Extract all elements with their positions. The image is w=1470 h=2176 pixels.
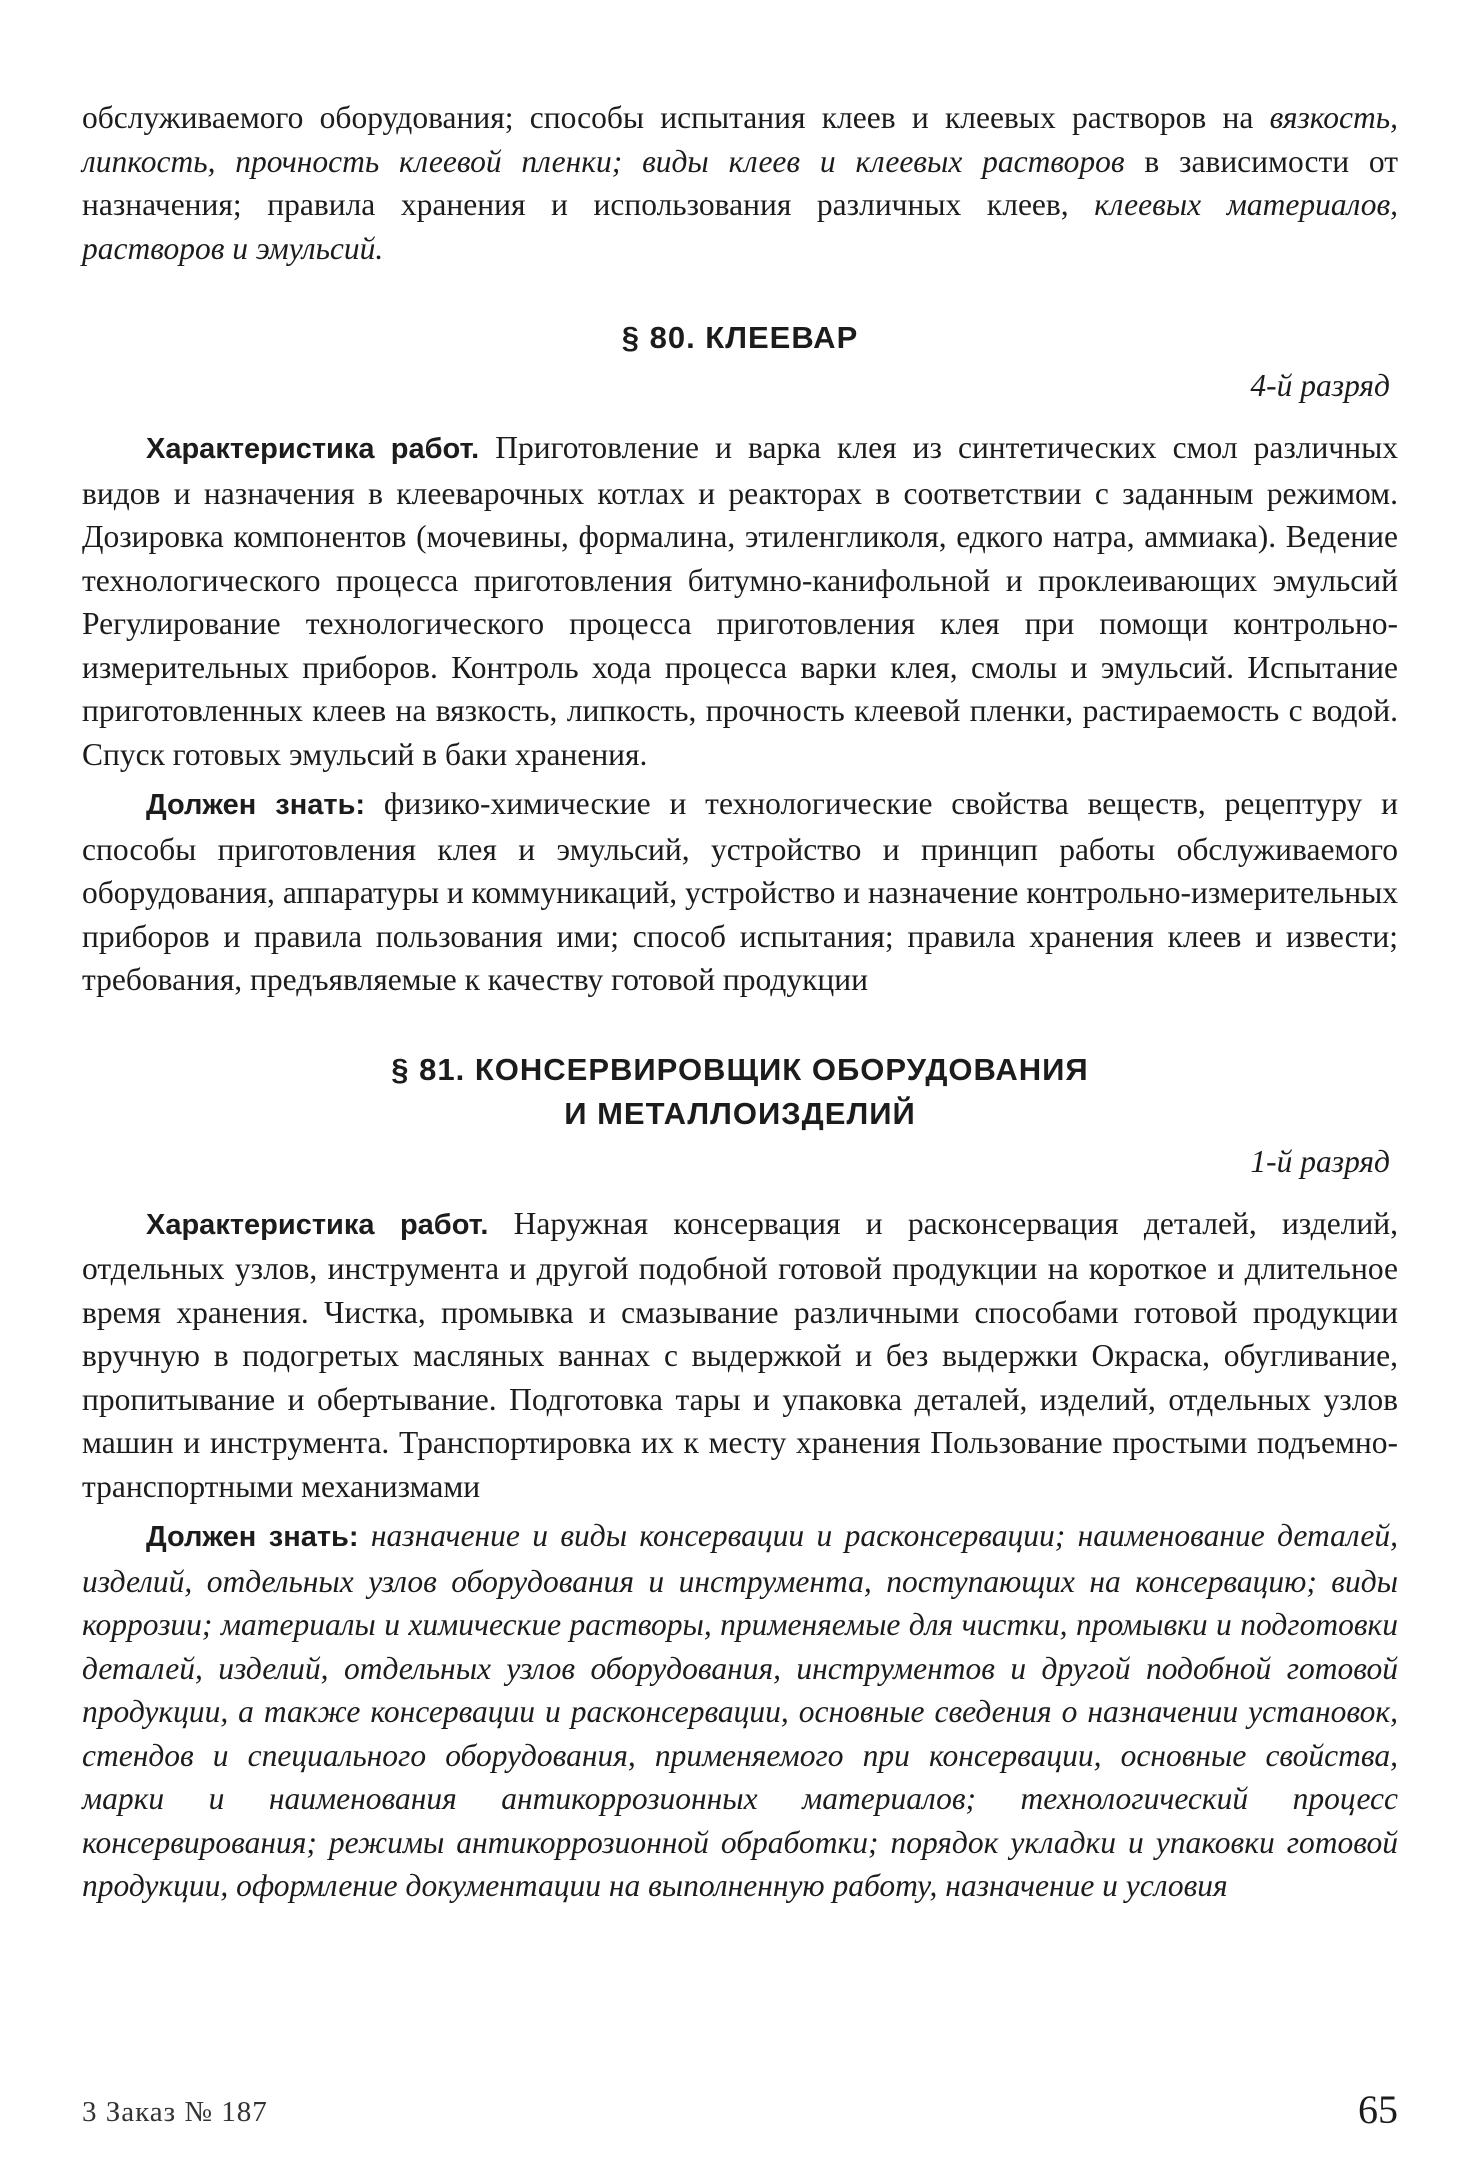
section-81-know-label: Должен знать:	[146, 1521, 359, 1553]
continuation-paragraph	[82, 96, 1398, 270]
continuation-text-2: вязкость, липкость, прочность клеевой пленки; виды клеев и клеевых растворов	[82, 100, 1398, 179]
section-81-work-paragraph	[82, 1202, 1398, 1509]
section-81-title-line-2: И МЕТАЛЛОИЗДЕЛИЙ	[564, 1095, 916, 1131]
section-80-know-label: Должен знать:	[146, 789, 366, 821]
section-81-title-line-1: § 81. КОНСЕРВИРОВЩИК ОБОРУДОВАНИЯ	[391, 1051, 1089, 1087]
section-81	[82, 1048, 1398, 1908]
page-footer	[82, 2086, 1398, 2136]
print-order-mark: 3 Заказ № 187	[82, 2096, 268, 2128]
section-80-work-label: Характеристика работ.	[146, 433, 480, 465]
continuation-text-1: обслуживаемого оборудования; способы испытания клеев и клеевых растворов на	[82, 100, 1270, 135]
section-81-work-text: Наружная консервация и расконсервация деталей, изделий, отдельных узлов, инструмента и другой подобной готовой продукции на короткое и длительное время хранения. Чистка, промывка и смазывание различными способами готовой продукции вручную в подогретых масляных ваннах с выдержкой и без выдержки Окраска, обугливание, пропитывание и обертывание. Подготовка тары и упаковка деталей, изделий, отдельных узлов машин и инструмента. Транспортировка их к месту хранения Пользование простыми подъемно-транспортными механизмами	[82, 1205, 1398, 1504]
section-81-work-label: Характеристика работ.	[146, 1208, 489, 1241]
page-number: 65	[1358, 2087, 1398, 2132]
section-80-grade: 4-й разряд	[1250, 368, 1390, 403]
page-content	[82, 96, 1398, 1908]
section-81-title	[82, 1048, 1398, 1136]
section-81-know-text: назначение и виды консервации и расконсервации; наименование деталей, изделий, отдельных узлов оборудования и инструмента, поступающих на консервацию; виды коррозии; материалы и химические растворы, применяемые для чистки, промывки и подготовки деталей, изделий, отдельных узлов оборудования, инструментов и другой подобной готовой продукции, а также консервации и расконсервации, основные сведения о назначении установок, стендов и специального оборудования, применяемого при консервации, основные свойства, марки и наименования антикоррозионных материалов; технологический процесс консервирования; режимы антикоррозионной обработки; порядок укладки и упаковки готовой продукции, оформление документации на выполненную работу, назначение и условия	[82, 1518, 1398, 1903]
section-81-grade: 1-й разряд	[1250, 1143, 1390, 1179]
section-80-know-text: физико-химические и технологические свойства веществ, рецептуру и способы приготовления клея и эмульсий, устройство и принцип работы обслуживаемого оборудования, аппаратуры и коммуникаций, устройство и назначение контрольно-измерительных приборов и правила пользования ими; способ испытания; правила хранения клеев и извести; требования, предъявляемые к качеству готовой продукции	[82, 786, 1399, 997]
continuation-text-4: клеевых материалов, растворов и эмульсий.	[82, 187, 1398, 266]
section-80-work-text: Приготовление и варка клея из синтетических смол различных видов и назначения в клееварочных котлах и реакторах в соответствии с заданным режимом. Дозировка компонентов (мочевины, формалина, этиленгликоля, едкого натра, аммиака). Ведение технологического процесса приготовления битумно-канифольной и проклеивающих эмульсий Регулирование технологического процесса приготовления клея при помощи контрольно-измерительных приборов. Контроль хода процесса варки клея, смолы и эмульсий. Испытание приготовленных клеев на вязкость, липкость, прочность клеевой пленки, растираемость с водой. Спуск готовых эмульсий в баки хранения.	[82, 430, 1398, 772]
section-80	[82, 316, 1398, 1002]
section-80-know-paragraph	[82, 782, 1398, 1002]
section-80-title: § 80. КЛЕЕВАР	[621, 320, 859, 355]
continuation-text-3: в зависимости от назначения; правила хранения и использования различных клеев,	[82, 143, 1399, 222]
section-80-work-paragraph	[82, 426, 1398, 776]
section-81-know-paragraph	[82, 1514, 1398, 1908]
